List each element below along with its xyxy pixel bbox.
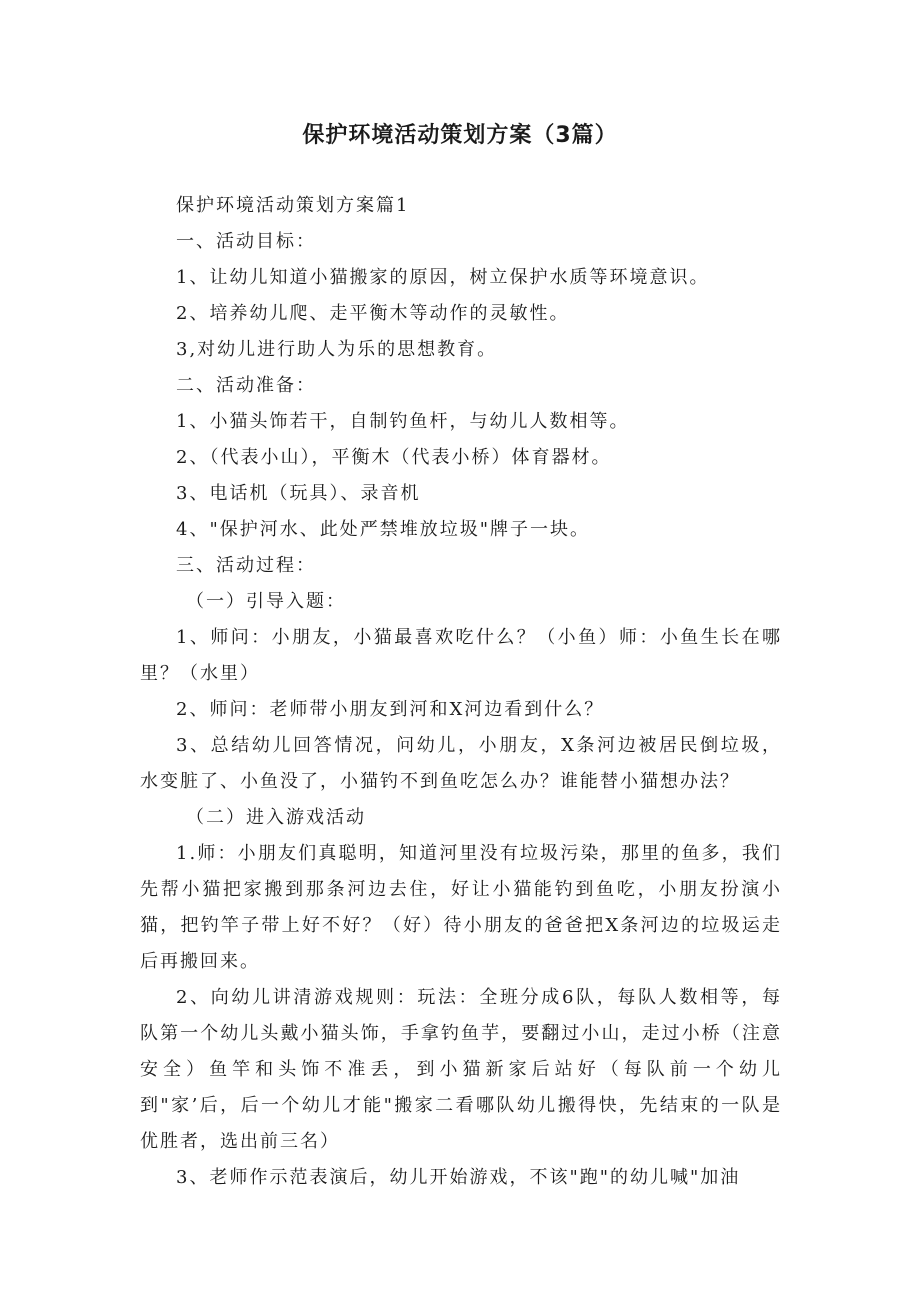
heading-process: 三、活动过程：: [176, 555, 316, 576]
section-heading: 保护环境活动策划方案篇1: [176, 195, 410, 216]
paragraph: 2、培养幼儿爬、走平衡木等动作的灵敏性。: [176, 303, 570, 324]
heading-preparation: 二、活动准备：: [176, 375, 316, 396]
paragraph: 1.师：小朋友们真聪明，知道河里没有垃圾污染，那里的鱼多，我们先帮小猫把家搬到那条河边去住，好让小猫能钓到鱼吃，小朋友扮演小猫，把钓竿子带上好不好？（好）待小朋友的爸爸把X条河边的垃圾运走后再搬回来。: [140, 843, 782, 972]
paragraph: 1、小猫头饰若干，自制钓鱼杆，与幼儿人数相等。: [176, 411, 630, 432]
paragraph: 1、师问：小朋友，小猫最喜欢吃什么？（小鱼）师：小鱼生长在哪里？（水里）: [140, 627, 782, 684]
paragraph: 2、向幼儿讲清游戏规则：玩法：全班分成6队，每队人数相等，每队第一个幼儿头戴小猫头饰，手拿钓鱼芋，要翻过小山，走过小桥（注意安全）鱼竿和头饰不准丢，到小猫新家后站好（每队前一个幼儿到"家’后，后一个幼儿才能"搬家二看哪队幼儿搬得快，先结束的一队是优胜者，选出前三名）: [140, 987, 782, 1152]
heading-goals: 一、活动目标：: [176, 231, 316, 252]
document-title: 保护环境活动策划方案（3篇）: [302, 123, 618, 148]
document-body: [140, 188, 782, 1196]
paragraph: 3,对幼儿进行助人为乐的思想教育。: [176, 339, 498, 360]
paragraph: 4、"保护河水、此处严禁堆放垃圾"牌子一块。: [176, 519, 591, 540]
paragraph: 3、老师作示范表演后，幼儿开始游戏，不该"跑"的幼儿喊"加油: [176, 1167, 741, 1188]
paragraph: 3、电话机（玩具）、录音机: [176, 483, 421, 504]
subheading-game: （二）进入游戏活动: [186, 807, 366, 828]
subheading-intro: （一）引导入题：: [186, 591, 346, 612]
paragraph: 3、总结幼儿回答情况，问幼儿，小朋友，X条河边被居民倒垃圾，水变脏了、小鱼没了，小猫钓不到鱼吃怎么办？谁能替小猫想办法？: [140, 735, 782, 792]
paragraph: 2、师问：老师带小朋友到河和X河边看到什么？: [176, 699, 605, 720]
paragraph: 1、让幼儿知道小猫搬家的原因，树立保护水质等环境意识。: [176, 267, 710, 288]
paragraph: 2、（代表小山），平衡木（代表小桥）体育器材。: [176, 447, 612, 468]
